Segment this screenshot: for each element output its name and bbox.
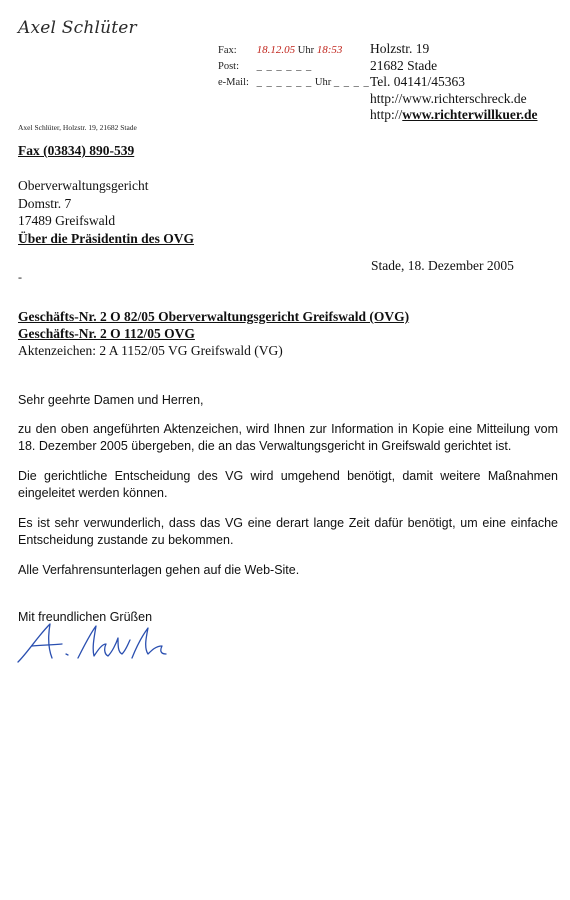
sender-website-2-link[interactable]: www.richterwillkuer.de [402,107,538,122]
subject-line-1: Geschäfts-Nr. 2 O 82/05 Oberverwaltungsgericht Greifswald (OVG) [18,309,410,324]
sender-phone: Tel. 04141/45363 [370,74,466,89]
handwritten-signature [14,618,174,673]
recipient-line-1: Oberverwaltungsgericht [18,178,149,193]
sender-return-line: Axel Schlüter, Holzstr. 19, 21682 Stade [18,123,137,132]
body-paragraph-3: Es ist sehr verwunderlich, dass das VG eine derart lange Zeit dafür benötigt, um eine einfache Entscheidung zustande zu bekommen. [18,516,558,547]
salutation: Sehr geehrte Damen und Herren, [18,393,204,407]
recipient-line-4: Über die Präsidentin des OVG [18,230,195,246]
subject-block [18,308,409,359]
sender-city: 21682 Stade [370,57,438,73]
recipient-address [18,177,194,247]
fax-time: 18:53 [316,44,343,56]
post-label: Post: [218,61,240,72]
email-uhr-label: Uhr [314,77,332,88]
recipient-line-3: 17489 Greifswald [18,213,116,228]
letter-body [18,392,558,592]
fax-uhr-label: Uhr [297,45,315,56]
letterhead-name: Axel Schlüter [18,18,137,38]
post-row [218,59,370,75]
transmission-form [218,42,370,91]
fax-row [218,42,370,59]
email-time-blank: _ _ _ _ [333,77,370,88]
subject-line-2: Geschäfts-Nr. 2 O 112/05 OVG [18,326,195,341]
subject-line-3: Aktenzeichen: 2 A 1152/05 VG Greifswald (VG) [18,343,283,358]
email-blank: _ _ _ _ _ _ [256,77,313,88]
email-row [218,75,370,91]
fax-label: Fax: [218,45,237,56]
body-paragraph-1: zu den oben angeführten Aktenzeichen, wird Ihnen zur Information in Kopie eine Mitteilung vom 18. Dezember 2005 übergeben, die an das Verwaltungsgericht in Greifswald gerichtet ist. [18,422,558,453]
fax-date: 18.12.05 [256,44,296,56]
closing-phrase: Mit freundlichen Grüßen [18,610,153,624]
sender-website-2[interactable] [370,107,538,124]
sender-street: Holzstr. 19 [370,41,430,56]
fax-number: Fax (03834) 890-539 [18,143,135,158]
post-blank: _ _ _ _ _ _ [256,61,313,72]
sender-address [370,41,538,124]
sender-website-2-prefix: http:// [370,107,403,122]
sender-website-1[interactable]: http://www.richterschreck.de [370,90,527,106]
body-paragraph-2: Die gerichtliche Entscheidung des VG wird umgehend benötigt, damit weitere Maßnahmen eingeleitet werden können. [18,469,558,500]
dash-mark: - [18,270,22,284]
body-paragraph-4: Alle Verfahrensunterlagen gehen auf die Web-Site. [18,563,300,577]
recipient-line-2: Domstr. 7 [18,195,72,211]
letter-date: Stade, 18. Dezember 2005 [371,258,514,273]
email-label: e-Mail: [218,77,249,88]
signature-graphic [14,618,174,668]
